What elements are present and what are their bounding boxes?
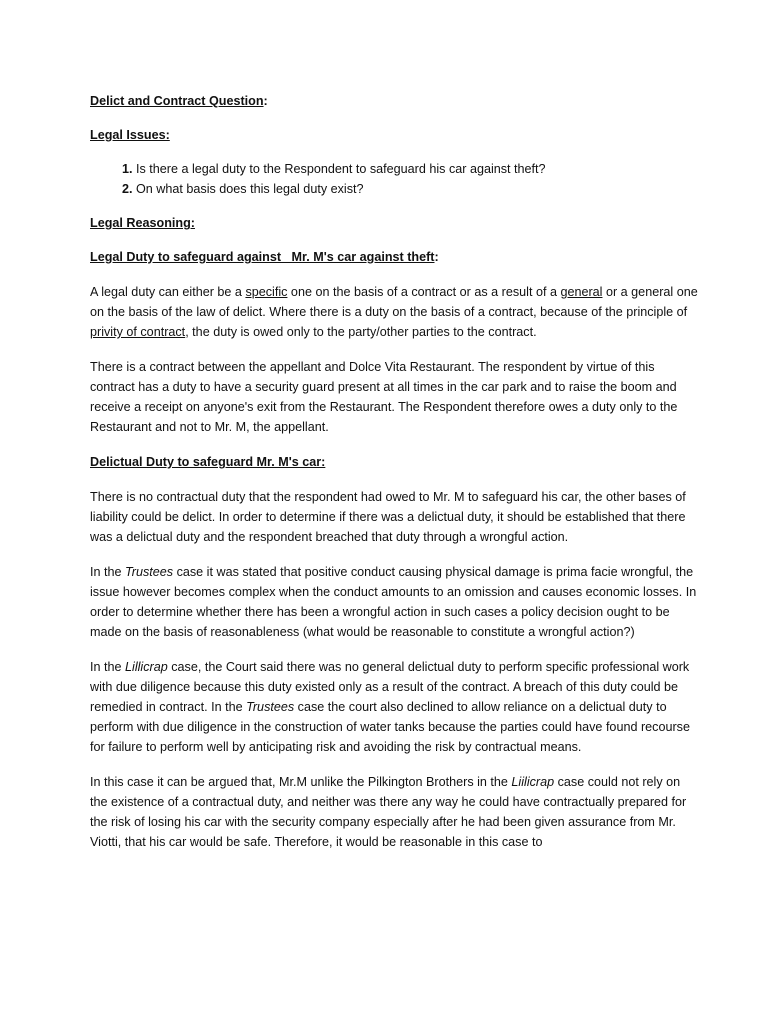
paragraph-argument [90, 772, 698, 852]
legal-issues-heading-text: Legal Issues: [90, 128, 170, 142]
case-name: Lillicrap [125, 660, 168, 674]
text-run: case could not rely on the existence of a contractual duty, and neither was there any way he could have contractually prepared for the risk of losing his car with the security company especially after he had been given assurance from Mr. Viotti, that his car would be safe. Therefore, it would be reasonable in this case to [90, 775, 687, 849]
paragraph-lillicrap [90, 657, 698, 757]
duty-heading-text: Legal Duty to safeguard against Mr. M's car against theft [90, 250, 435, 264]
text-run: In this case it can be argued that, Mr.M unlike the Pilkington Brothers in the [90, 775, 512, 789]
issue-item: 2. On what basis does this legal duty exist? [136, 179, 698, 199]
delictual-heading [90, 452, 698, 472]
text-run: case, the Court said there was no general delictual duty to perform specific professional work with due diligence because this duty existed only as a result of the contract. A breach of this duty could be remedied in contract. In the [90, 660, 690, 714]
case-name: Liilicrap [511, 775, 555, 789]
paragraph-contract: There is a contract between the appellant and Dolce Vita Restaurant. The respondent by virtue of this contract has a duty to have a security guard present at all times in the car park and to raise the boom and receive a receipt on anyone's exit from the Restaurant. The Respondent therefore owes a duty only to the Restaurant and not to Mr. M, the appellant. [90, 360, 678, 434]
duty-heading [90, 247, 698, 267]
document-title [90, 91, 698, 111]
text-run: , the duty is owed only to the party/other parties to the contract. [185, 325, 537, 339]
underlined-term: specific [245, 285, 288, 299]
delictual-heading-text: Delictual Duty to safeguard Mr. M's car: [90, 455, 326, 469]
issues-list [90, 159, 698, 199]
legal-issues-heading [90, 125, 698, 145]
text-run: case it was stated that positive conduct causing physical damage is prima facie wrongful, the issue however becomes complex when the conduct amounts to an omission and causes economic losses. In order to determine whether there has been a wrongful action in such cases a policy decision ought to be made on the basis of reasonableness (what would be reasonable to constitute a wrongful action?) [90, 565, 697, 639]
paragraph-no-contractual-duty: There is no contractual duty that the respondent had owed to Mr. M to safeguard his car, the other bases of liability could be delict. In order to determine if there was a delictual duty, it should be established that there was a delictual duty and the respondent breached that duty through a wrongful action. [90, 490, 686, 544]
paragraph-legal-duty [90, 282, 698, 342]
text-run: In the [90, 660, 126, 674]
legal-reasoning-heading-text: Legal Reasoning: [90, 216, 195, 230]
case-name: Trustees [246, 700, 295, 714]
title-text: Delict and Contract Question [90, 94, 264, 108]
text-run: case the court also declined to allow reliance on a delictual duty to perform with due diligence in the construction of water tanks because the parties could have found recourse for failure to perform well by anticipating risk and avoiding the risk by contractual means. [90, 700, 690, 754]
title-colon: : [263, 94, 268, 108]
paragraph-trustees [90, 562, 698, 642]
duty-heading-colon: : [434, 250, 439, 264]
case-name: Trustees [125, 565, 174, 579]
legal-reasoning-heading [90, 213, 698, 233]
text-run: or a general one on the basis of the law of delict. Where there is a duty on the basis of a contract, because of the principle of [90, 285, 698, 319]
text-run: In the [90, 565, 126, 579]
underlined-term: general [560, 285, 603, 299]
text-run: one on the basis of a contract or as a result of a [287, 285, 561, 299]
text-run: A legal duty can either be a [90, 285, 246, 299]
underlined-term: privity of contract [90, 325, 186, 339]
issue-item: 1. Is there a legal duty to the Respondent to safeguard his car against theft? [136, 159, 698, 179]
